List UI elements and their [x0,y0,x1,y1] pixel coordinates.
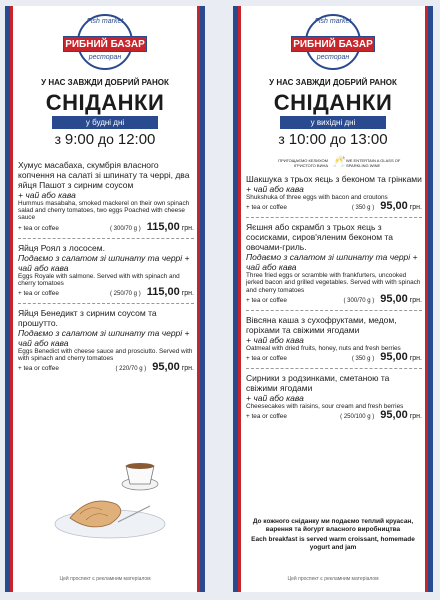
item-addon-ua: Подаємо з салатом зі шпинату та черрі + чай або кава [18,328,190,349]
menu-list [246,174,422,422]
weekday-menu-card [5,6,205,592]
currency: грн. [409,355,422,363]
item-title-ua: Шакшука з трьох яєць з беконом та грінками [246,174,422,184]
menu-item [18,160,194,234]
price: 95,00 [152,361,180,374]
price: 95,00 [380,200,408,213]
tagline: У НАС ЗАВЖДИ ДОБРИЙ РАНОК [41,78,169,87]
menu-title: СНІДАНКИ [273,90,393,115]
currency: грн. [181,290,194,298]
menu-list [18,160,194,374]
weight: ( 250/70 g ) [110,291,141,298]
note-ua: До кожного сніданку ми подаємо теплий круасан, варення та йогурт власного виробництва [252,518,414,533]
logo-arc-top: Fish market [86,18,124,25]
note-en: Each breakfast is served warm croissant, homemade yogurt and jam [251,536,415,551]
item-addon-ua: Подаємо з салатом зі шпинату та черрі + чай або кава [246,252,418,273]
divider [246,310,422,311]
coffee [126,463,154,469]
divider [18,238,194,239]
price-row [246,411,422,422]
sparkling-wine-note [272,156,402,170]
price: 95,00 [380,292,408,305]
price-row [18,288,194,299]
hours: з 9:00 до 12:00 [54,131,156,148]
tea-or-coffee: + tea or coffee [18,290,59,298]
currency: грн. [409,296,422,304]
tea-or-coffee: + tea or coffee [246,413,287,421]
weight: ( 350 g ) [351,356,375,363]
weight: ( 220/70 g ) [115,366,147,373]
item-addon-ua: + чай або кава [246,184,304,194]
divider [246,368,422,369]
wine-text-en: WE ENTERTAIN A GLASS OF SPARKLING WINE [346,158,401,168]
logo-arc-bottom: ресторан [88,54,122,61]
price: 95,00 [380,351,408,364]
tagline: У НАС ЗАВЖДИ ДОБРИЙ РАНОК [269,78,397,87]
tea-or-coffee: + tea or coffee [246,296,287,304]
menu-item [18,308,194,374]
tea-or-coffee: + tea or coffee [18,365,59,373]
logo-arc-bottom: ресторан [316,54,350,61]
tea-or-coffee: + tea or coffee [246,355,287,363]
item-description-en: Cheesecakes with raisins, sour cream and fresh berries [246,403,404,411]
logo-banner: РИБНИЙ БАЗАР [63,36,147,52]
currency: грн. [409,204,422,212]
item-description-en: Hummus masabaha, smoked mackerel on their own spinach salad and cherry tomatoes, two eggs Poached with cheese sauce [18,200,190,222]
divider [246,217,422,218]
footer-note: Цей проспект є рекламним матеріалом [59,576,151,582]
item-addon-ua: + чай або кава [246,334,304,345]
price-row [246,202,422,213]
tea-or-coffee: + tea or coffee [18,224,59,232]
item-description-en: Shukshuka of three eggs with bacon and croutons [246,194,388,201]
menu-item [246,174,422,213]
logo-banner: РИБНИЙ БАЗАР [291,36,375,52]
item-title-ua: Хумус масабаха, скумбрія власного копчення на салаті зі шпинату та черрі, два яйця Пашот з сирним соусом [18,160,190,190]
price-row [18,363,194,374]
weight: ( 300/70 g ) [343,297,375,304]
menu-item [18,243,194,299]
item-description-en: Eggs Royale with salmone. Served with with spinach and cherry tomatoes [18,272,180,287]
weekend-menu-card [233,6,433,592]
days-bar: у вихідні дні [280,116,386,129]
restaurant-logo [291,14,375,74]
menu-title: СНІДАНКИ [45,90,165,115]
item-addon-ua: + чай або кава [18,190,76,200]
footer-note: Цей проспект є рекламним матеріалом [287,576,379,582]
item-title-ua: Яйця Роял з лососем. [18,242,105,253]
item-description-en: Eggs Benedict with cheese sauce and prosciutto. Served with with spinach and cherry tomatoes [18,348,193,363]
item-addon-ua: + чай або кава [246,393,304,404]
logo-arc-top: Fish market [314,18,352,25]
wine-glass-icon: 🥂 [332,156,346,168]
item-title-ua: Яєшня або скрамбл з трьох яєць з сосисками, сиров'яленим беконом та овочами-гриль. [246,222,393,253]
weight: ( 250/100 g ) [340,414,375,421]
price-row [18,220,194,234]
croissant-note [248,518,418,551]
days-bar: у будні дні [52,116,158,129]
price: 115,00 [146,286,180,299]
price-row [246,353,422,364]
weight: ( 300/70 g ) [110,225,141,232]
item-title-ua: Сирники з родзинками, сметаною та свіжими ягодами [246,373,390,394]
divider [18,303,194,304]
price: 95,00 [380,409,408,422]
menu-item [246,373,422,422]
item-title-ua: Яйця Бенедикт з сирним соусом та прошутто. [18,308,157,329]
currency: грн. [181,365,194,373]
weight: ( 350 g ) [351,205,375,212]
price-row [246,292,422,306]
menu-item [246,315,422,364]
item-description-en: Three fried eggs or scramble with frankfurters, uncooked jerked bacon and grilled vegetables. Served with with spinach and cherry tomatoes [246,272,421,294]
item-title-ua: Вівсяна каша з сухофруктами, медом, горіхами та свіжими ягодами [246,314,397,335]
wine-text-ua: ПРИГОЩАЄМО КЕЛИХОМ ІГРИСТОГО ВИНА [278,158,328,168]
menu-item [246,222,422,306]
item-addon-ua: Подаємо з салатом зі шпинату та черрі + чай або кава [18,252,190,273]
currency: грн. [409,413,422,421]
currency: грн. [181,224,194,232]
hours: з 10:00 до 13:00 [278,131,388,148]
tea-or-coffee: + tea or coffee [246,204,287,212]
breakfast-illustration [50,444,170,544]
item-description-en: Oatmeal with dried fruits, honey, nuts and fresh berries [246,344,401,352]
restaurant-logo [63,14,147,74]
price: 115,00 [146,220,180,233]
